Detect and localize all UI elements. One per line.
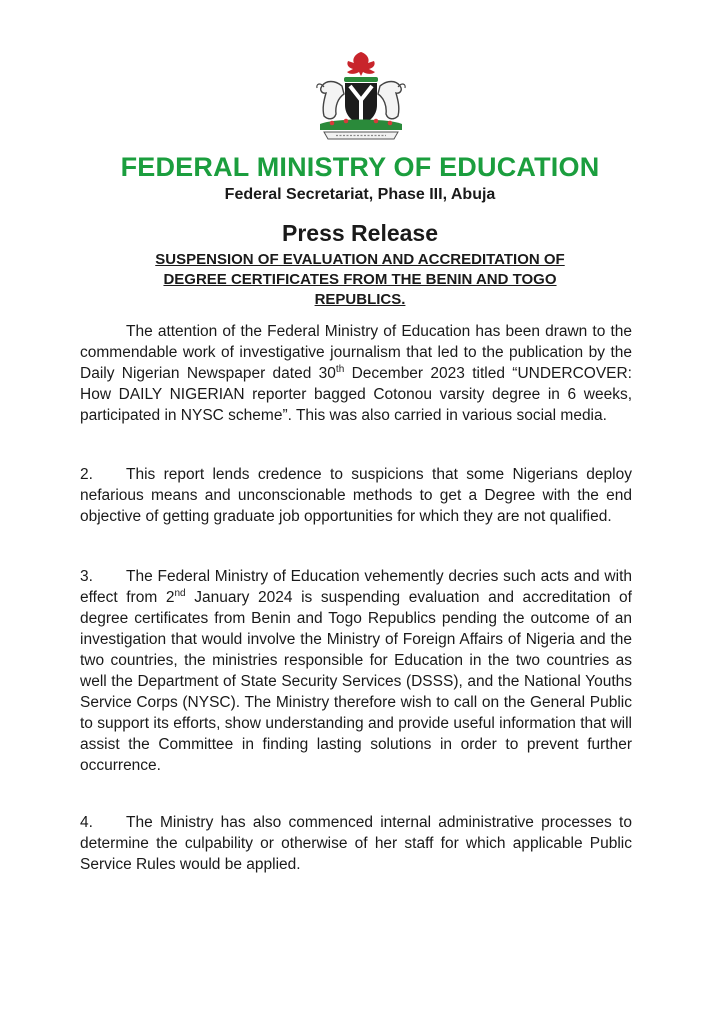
paragraph-4-text: The Ministry has also commenced internal administrative processes to determine the culpability or otherwise of her staff for which applicable Public Service Rules would be applied.	[80, 814, 632, 873]
ministry-title: FEDERAL MINISTRY OF EDUCATION	[120, 152, 600, 182]
paragraph-1-superscript: th	[335, 363, 345, 375]
paragraph-3-text-a: The Federal Ministry of Education vehemently decries such acts and with effect from 2	[80, 568, 632, 606]
paragraph-1-text-b: December 2023 titled “UNDERCOVER: How DAILY NIGERIAN reporter bagged Cotonou varsity degree in 6 weeks, participated in NYSC scheme”. This was also carried in various social media.	[80, 365, 632, 424]
subject-line-1: SUSPENSION OF EVALUATION AND ACCREDITATION OF	[155, 251, 565, 268]
paragraph-3	[80, 566, 632, 776]
subject-line-2: DEGREE CERTIFICATES FROM THE BENIN AND TOGO	[163, 271, 557, 288]
subject-line-3: REPUBLICS.	[314, 291, 406, 308]
paragraph-4-number: 4.	[80, 814, 93, 831]
paragraph-4	[80, 812, 632, 875]
paragraph-3-number: 3.	[80, 568, 93, 585]
press-release-heading: Press Release	[281, 220, 438, 246]
paragraph-3-superscript: nd	[174, 587, 186, 599]
paragraph-3-text-b: January 2024 is suspending evaluation and accreditation of degree certificates from Benin and Togo Republics pending the outcome of an investigation that would involve the Ministry of Foreign Affairs of Nigeria and the two countries, the ministries responsible for Education in the two countries as well the Department of State Security Services (DSSS), and the National Youths Service Corps (NYSC). The Ministry therefore wish to call on the General Public to support its efforts, show understanding and provide useful information that will assist the Committee in finding lasting solutions in order to prevent further occurrence.	[80, 589, 632, 774]
release-subject	[100, 250, 620, 310]
paragraph-1-text-a: The attention of the Federal Ministry of Education has been drawn to the commendable work of investigative journalism that led to the publication by the Daily Nigerian Newspaper dated 30	[80, 323, 632, 382]
paragraph-1	[80, 321, 632, 426]
ministry-address: Federal Secretariat, Phase III, Abuja	[224, 186, 496, 203]
paragraph-2-text: This report lends credence to suspicions that some Nigerians deploy nefarious means and unconscionable methods to get a Degree with the end objective of getting graduate job opportunities for which they are not qualified.	[80, 466, 632, 525]
paragraph-2-number: 2.	[80, 466, 93, 483]
nigeria-coat-of-arms-icon	[302, 50, 420, 150]
paragraph-2	[80, 464, 632, 527]
